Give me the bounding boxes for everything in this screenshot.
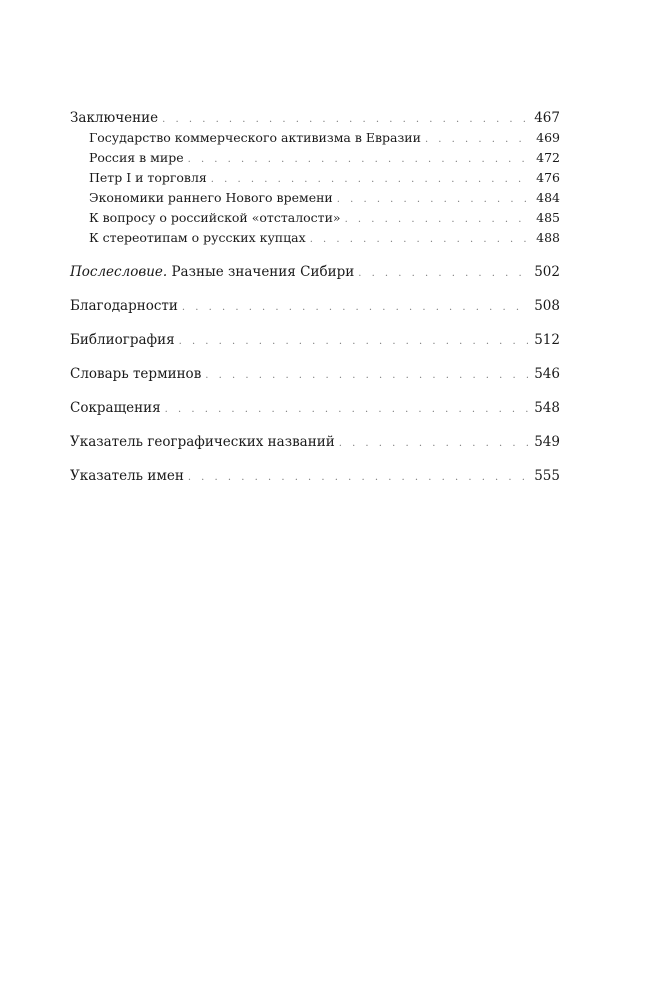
toc-entry-page: 546	[534, 366, 560, 382]
toc-subentry[interactable]	[70, 228, 560, 248]
dot-leader	[211, 175, 530, 185]
dot-leader	[179, 337, 529, 347]
toc-entry-page: 549	[534, 434, 560, 450]
toc-entry-title	[70, 262, 358, 282]
toc-entry-title: Словарь терминов	[70, 366, 202, 382]
toc-entry-page: 485	[536, 210, 560, 225]
dot-leader	[425, 135, 530, 145]
toc-entry-title: Указатель имен	[70, 468, 184, 484]
dot-leader	[337, 195, 530, 205]
toc-entry-bibliography[interactable]	[70, 330, 560, 350]
dot-leader	[188, 473, 528, 483]
toc-entry-abbreviations[interactable]	[70, 398, 560, 418]
toc-entry-page: 555	[534, 468, 560, 484]
dot-leader	[188, 155, 530, 165]
toc-entry-page: 502	[534, 264, 560, 280]
toc-entry-page: 476	[536, 170, 560, 185]
table-of-contents	[70, 108, 560, 486]
toc-entry-title: Сокращения	[70, 400, 161, 416]
toc-entry-name-index[interactable]	[70, 466, 560, 486]
toc-entry-conclusion[interactable]	[70, 108, 560, 128]
toc-entry-title: Государство коммерческого активизма в Евразии	[89, 130, 421, 145]
toc-entry-page: 512	[534, 332, 560, 348]
toc-entry-title: Заключение	[70, 110, 159, 126]
toc-entry-page: 469	[536, 130, 560, 145]
dot-leader	[310, 235, 530, 245]
toc-entry-title: Библиография	[70, 332, 175, 348]
dot-leader	[165, 405, 529, 415]
toc-entry-title: Петр I и торговля	[89, 170, 207, 185]
toc-entry-page: 548	[534, 400, 560, 416]
toc-entry-afterword[interactable]	[70, 262, 560, 282]
toc-entry-page: 484	[536, 190, 560, 205]
toc-entry-title: Благодарности	[70, 298, 178, 314]
dot-leader	[345, 215, 530, 225]
toc-entry-title-rest: Разные значения Сибири	[171, 264, 355, 280]
dot-leader	[358, 269, 528, 279]
toc-subentry[interactable]	[70, 148, 560, 168]
toc-entry-page: 508	[534, 298, 560, 314]
toc-entry-page: 472	[536, 150, 560, 165]
dot-leader	[205, 371, 528, 381]
toc-entry-title: К вопросу о российской «отсталости»	[89, 210, 341, 225]
toc-entry-title: Экономики раннего Нового времени	[89, 190, 333, 205]
dot-leader	[182, 303, 528, 313]
toc-entry-title: Россия в мире	[89, 150, 184, 165]
toc-subentry[interactable]	[70, 128, 560, 148]
toc-entry-geographic-index[interactable]	[70, 432, 560, 452]
toc-entry-page: 467	[534, 110, 560, 126]
toc-entry-glossary[interactable]	[70, 364, 560, 384]
toc-subentry[interactable]	[70, 168, 560, 188]
toc-entry-acknowledgements[interactable]	[70, 296, 560, 316]
toc-subentry[interactable]	[70, 188, 560, 208]
toc-subentry[interactable]	[70, 208, 560, 228]
toc-entry-title: К стереотипам о русских купцах	[89, 230, 306, 245]
dot-leader	[339, 439, 529, 449]
toc-entry-title: Указатель географических названий	[70, 434, 335, 450]
toc-entry-page: 488	[536, 230, 560, 245]
toc-entry-title-italic: Послесловие.	[70, 264, 168, 280]
dot-leader	[162, 115, 528, 125]
